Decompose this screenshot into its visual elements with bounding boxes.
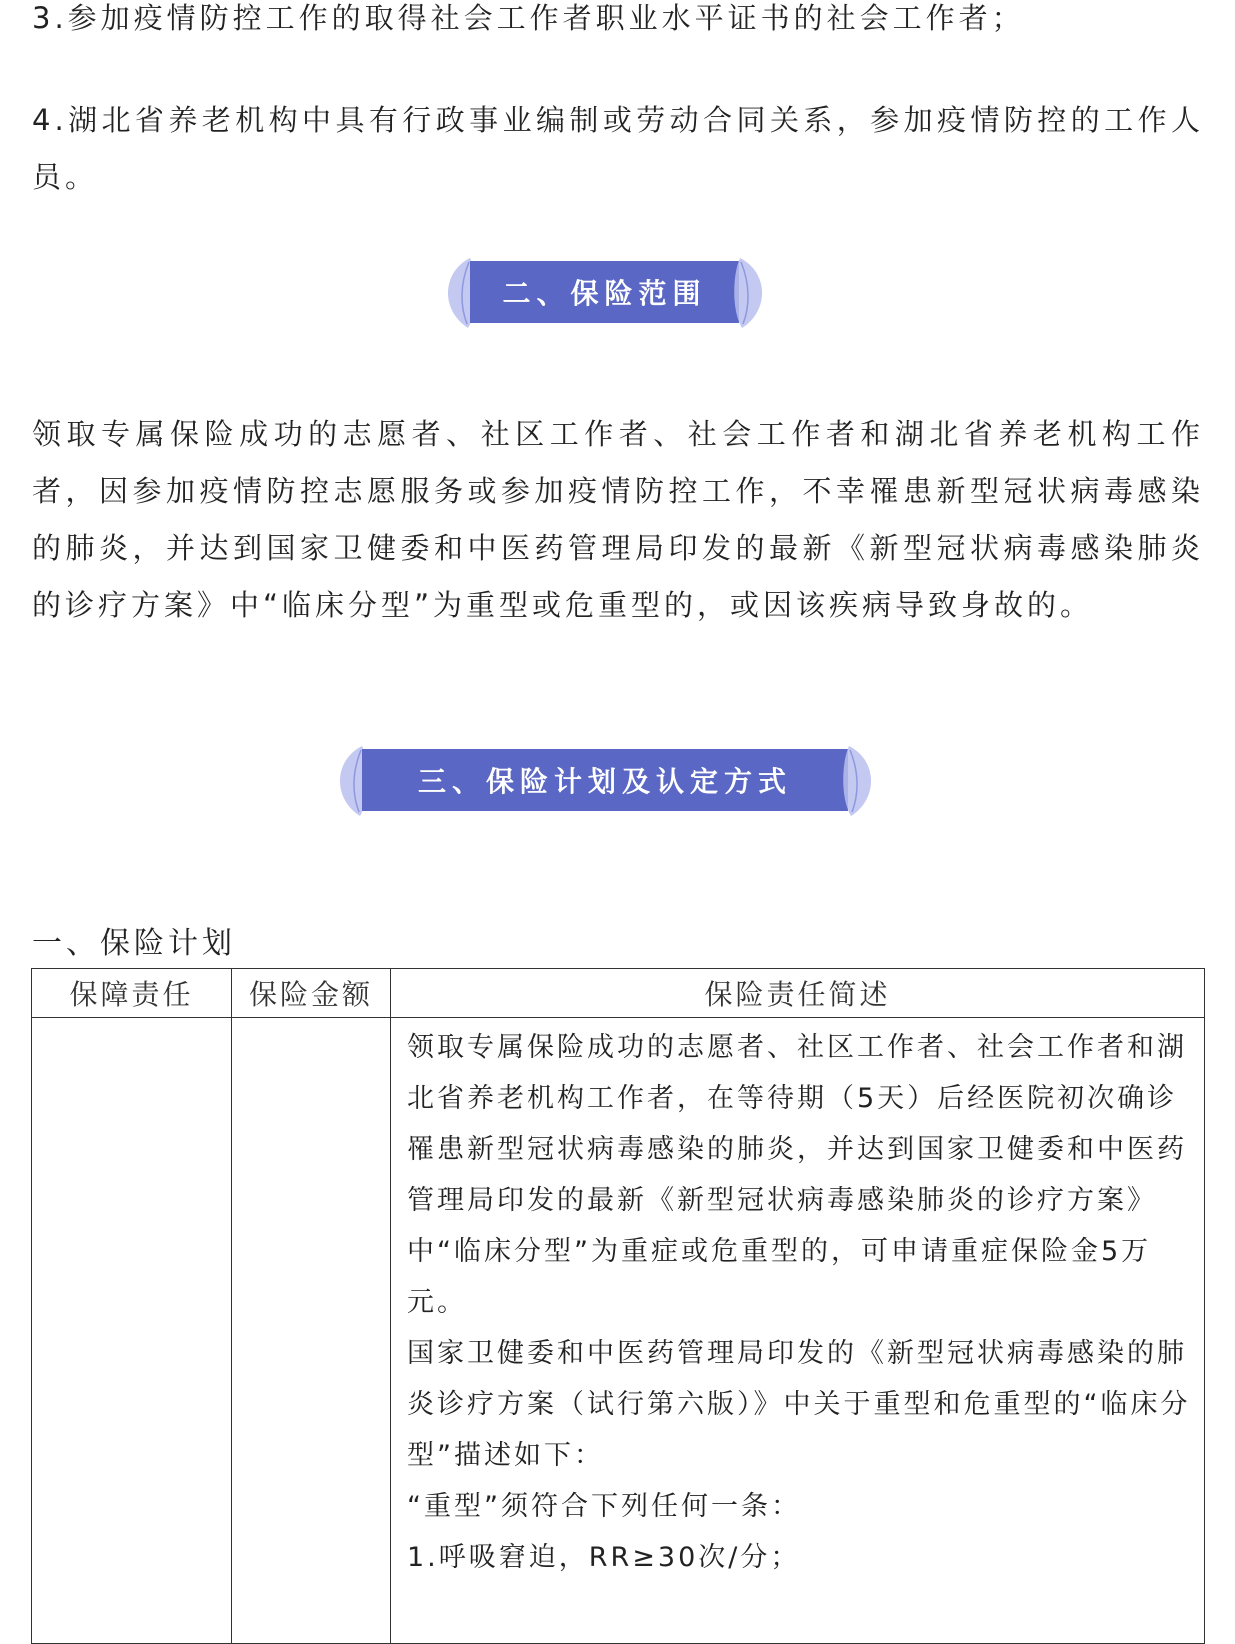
cell-amount bbox=[232, 1018, 391, 1644]
intro-item-4: 4.湖北省养老机构中具有行政事业编制或劳动合同关系，参加疫情防控的工作人员。 bbox=[32, 103, 1204, 194]
leaf-right-icon bbox=[841, 740, 881, 820]
section-heading-plan bbox=[0, 740, 1235, 820]
header-description: 保险责任简述 bbox=[391, 969, 1205, 1018]
description-paragraph: 领取专属保险成功的志愿者、社区工作者、社会工作者和湖北省养老机构工作者，在等待期（5天）后经医院初次确诊罹患新型冠状病毒感染的肺炎，并达到国家卫健委和中医药管理局印发的最新《新型冠状病毒感染肺炎的诊疗方案》中“临床分型”为重症或危重型的，可申请重症保险金5万元。 bbox=[407, 1032, 1187, 1318]
scope-body: 领取专属保险成功的志愿者、社区工作者、社会工作者和湖北省养老机构工作者，因参加疫情防控志愿服务或参加疫情防控工作，不幸罹患新型冠状病毒感染的肺炎，并达到国家卫健委和中医药管理局印发的最新《新型冠状病毒感染肺炎的诊疗方案》中“临床分型”为重型或危重型的，或因该疾病导致身故的。 bbox=[32, 417, 1204, 622]
table-row bbox=[32, 1018, 1205, 1644]
intro-item-3: 3.参加疫情防控工作的取得社会工作者职业水平证书的社会工作者； bbox=[32, 1, 1025, 35]
cell-liability bbox=[32, 1018, 232, 1644]
description-paragraph: 1.呼吸窘迫，RR≥30次/分； bbox=[407, 1542, 801, 1573]
description-spacer bbox=[407, 1583, 1192, 1643]
description-paragraph: “重型”须符合下列任何一条： bbox=[407, 1491, 801, 1522]
insurance-plan-table bbox=[31, 968, 1205, 1644]
section-heading-scope bbox=[0, 252, 1235, 332]
leaf-right-icon bbox=[732, 252, 772, 332]
header-liability: 保障责任 bbox=[32, 969, 232, 1018]
header-amount: 保险金额 bbox=[232, 969, 391, 1018]
section-title-scope: 二、保险范围 bbox=[470, 261, 739, 323]
cell-description bbox=[391, 1018, 1205, 1644]
table-header-row bbox=[32, 969, 1205, 1018]
section-title-plan: 三、保险计划及认定方式 bbox=[362, 749, 848, 811]
plan-subtitle: 一、保险计划 bbox=[32, 926, 236, 961]
description-paragraph: 国家卫健委和中医药管理局印发的《新型冠状病毒感染的肺炎诊疗方案（试行第六版）》中关于重型和危重型的“临床分型”描述如下： bbox=[407, 1338, 1191, 1471]
